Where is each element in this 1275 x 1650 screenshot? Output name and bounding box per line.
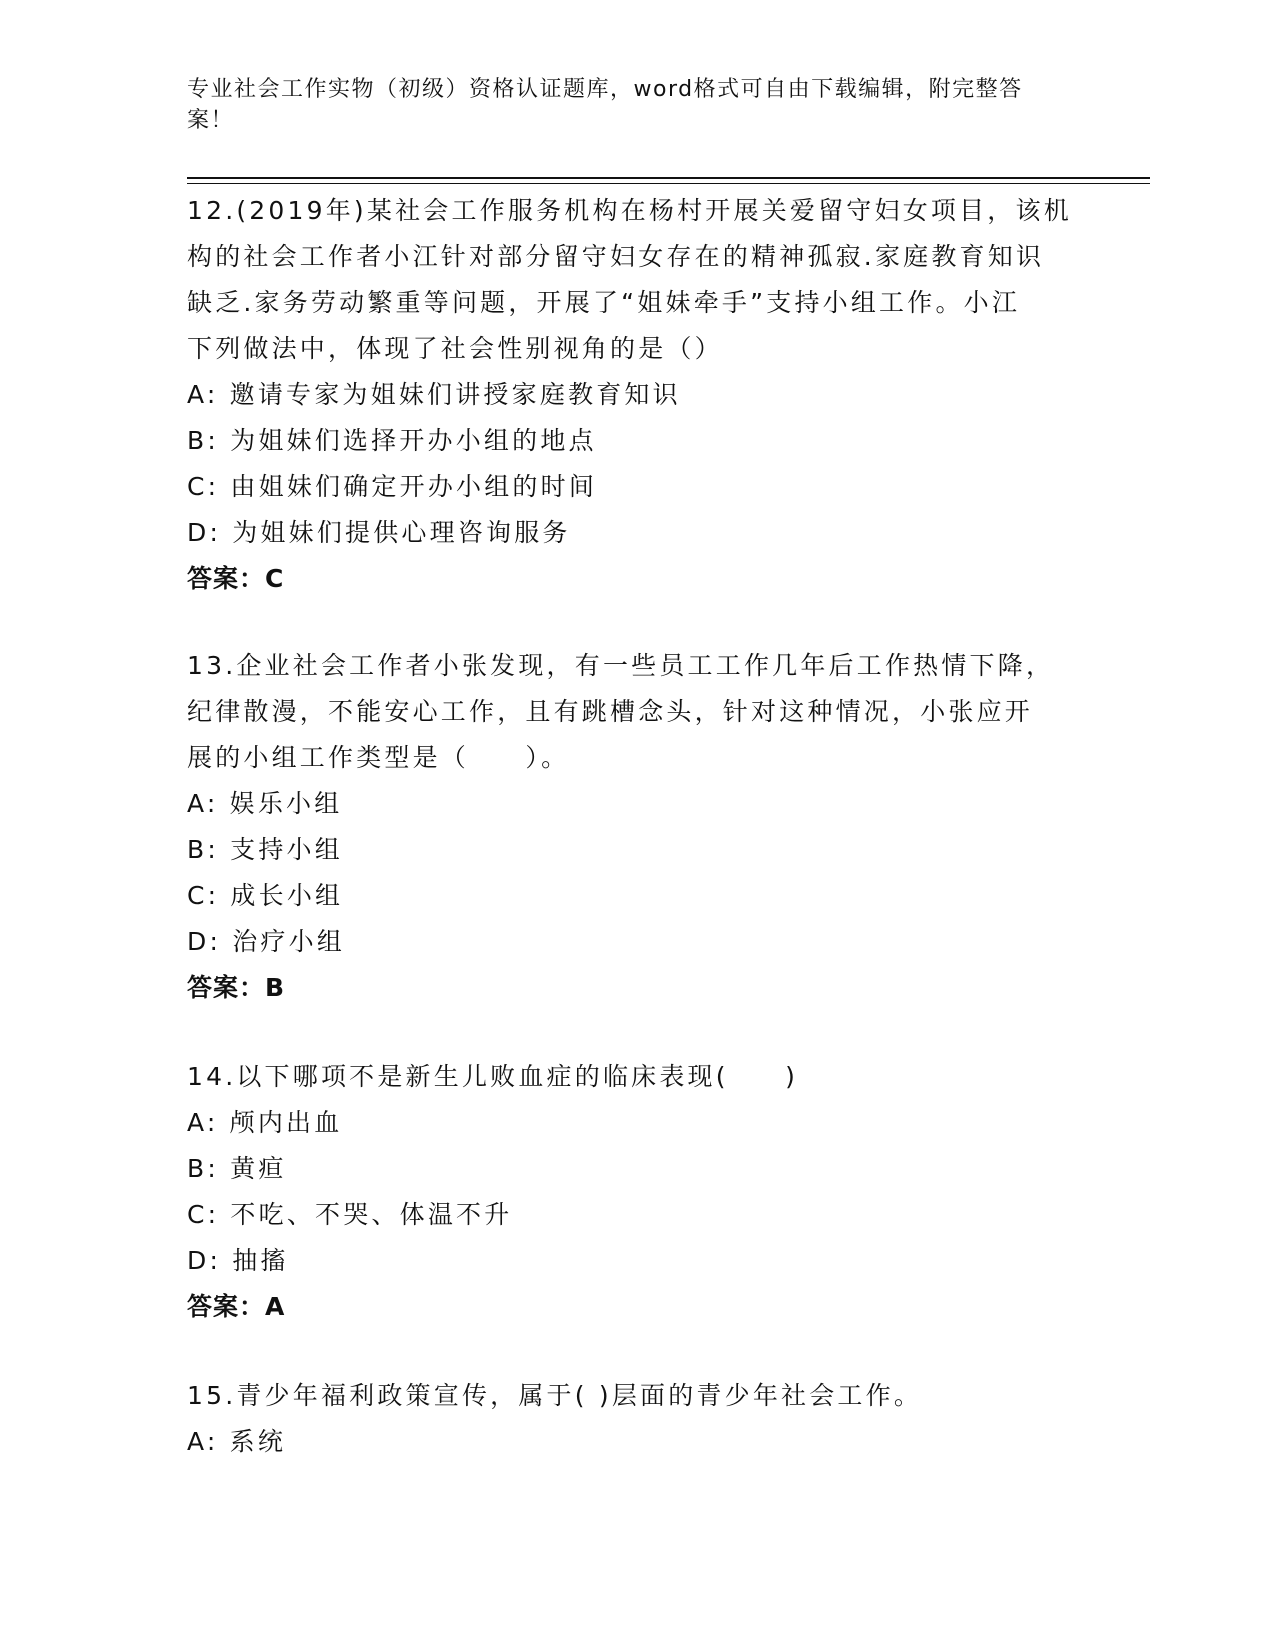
option-a: A: 颅内出血	[187, 1108, 343, 1137]
question-14	[187, 1054, 1087, 1330]
answer: 答案：A	[187, 1292, 286, 1321]
question-stem-line: 15.青少年福利政策宣传，属于( )层面的青少年社会工作。	[187, 1381, 923, 1410]
header-divider-thick	[187, 177, 1150, 179]
question-stem-line: 下列做法中，体现了社会性别视角的是（）	[187, 334, 723, 363]
question-stem-line: 14.以下哪项不是新生儿败血症的临床表现( )	[187, 1062, 799, 1091]
option-d: D: 治疗小组	[187, 927, 346, 956]
question-12	[187, 188, 1087, 602]
option-d: D: 抽搐	[187, 1246, 289, 1275]
question-stem-line: 构的社会工作者小江针对部分留守妇女存在的精神孤寂.家庭教育知识	[187, 242, 1045, 271]
option-c: C: 不吃、不哭、体温不升	[187, 1200, 513, 1229]
option-c: C: 成长小组	[187, 881, 344, 910]
option-d: D: 为姐妹们提供心理咨询服务	[187, 518, 571, 547]
question-stem-line: 13.企业社会工作者小张发现，有一些员工工作几年后工作热情下降，	[187, 651, 1055, 680]
header-divider-thin	[187, 183, 1150, 184]
question-13	[187, 643, 1087, 1011]
question-15	[187, 1373, 1087, 1465]
question-stem-line: 展的小组工作类型是（ ）。	[187, 743, 570, 772]
question-stem-line: 缺乏.家务劳动繁重等问题，开展了“姐妹牵手”支持小组工作。小江	[187, 288, 1021, 317]
option-b: B: 支持小组	[187, 835, 343, 864]
option-a: A: 系统	[187, 1427, 287, 1456]
option-a: A: 邀请专家为姐妹们讲授家庭教育知识	[187, 380, 681, 409]
option-c: C: 由姐妹们确定开办小组的时间	[187, 472, 598, 501]
option-b: B: 黄疸	[187, 1154, 287, 1183]
question-stem-line: 12.(2019年)某社会工作服务机构在杨村开展关爱留守妇女项目，该机	[187, 196, 1072, 225]
document-header: 专业社会工作实物（初级）资格认证题库，word格式可自由下载编辑，附完整答案！	[187, 77, 1023, 133]
question-stem-line: 纪律散漫，不能安心工作，且有跳槽念头，针对这种情况，小张应开	[187, 697, 1034, 726]
option-a: A: 娱乐小组	[187, 789, 343, 818]
answer: 答案：B	[187, 973, 286, 1002]
option-b: B: 为姐妹们选择开办小组的地点	[187, 426, 597, 455]
answer: 答案：C	[187, 564, 285, 593]
